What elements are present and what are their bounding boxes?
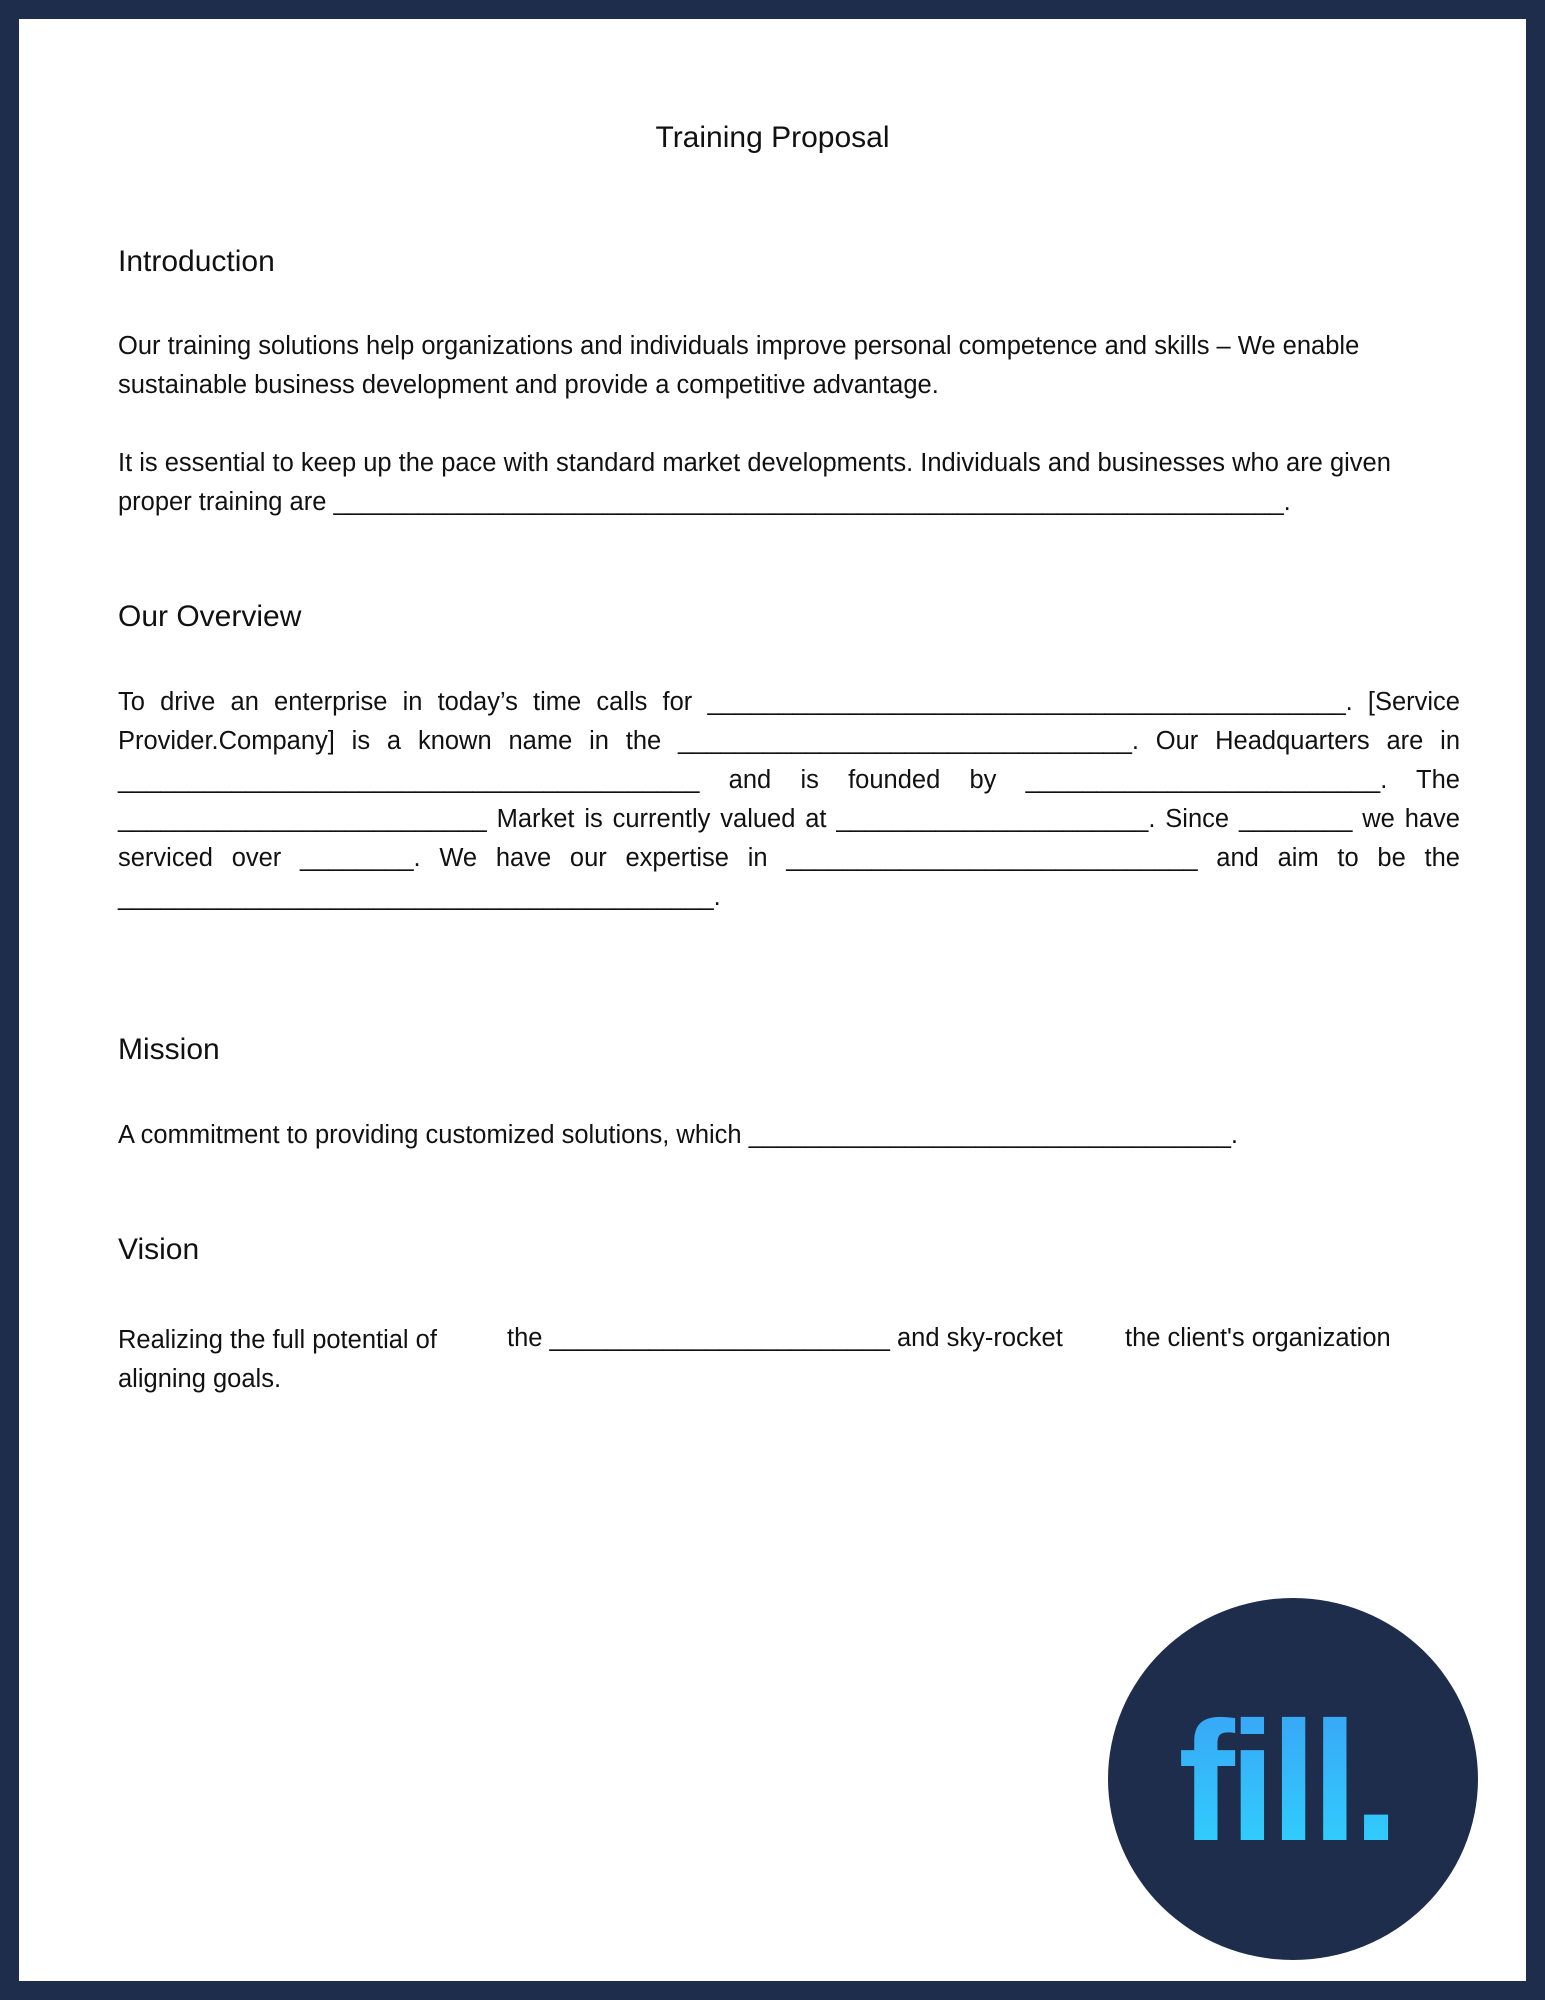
- fill-logo: [1108, 1598, 1478, 1960]
- logo-text: fill.: [1178, 1687, 1394, 1877]
- overview-paragraph: To drive an enterprise in today’s time calls for _____________________________________________. [Service Provider.Company] is a known name in the ________________________________. Our Headquarters are in _________________________________________ and is founded by _________________________. The __________________________ Market is currently valued at ______________________. Since ________ we have serviced over ________. We have our expertise in _____________________________ and aim to be the __________________________________________.: [118, 688, 1460, 911]
- mission-paragraph: A commitment to providing customized solutions, which __________________________________.: [118, 1121, 1238, 1149]
- vision-column-2: the ________________________ and sky-rocket: [507, 1324, 1063, 1352]
- document-title: Training Proposal: [655, 121, 890, 154]
- introduction-paragraph-2: It is essential to keep up the pace with standard market developments. Individuals and businesses who are given proper training are ___________________________________________________________________.: [118, 449, 1391, 516]
- introduction-paragraph-1: Our training solutions help organizations and individuals improve personal competence and skills – We enable sustainable business development and provide a competitive advantage.: [118, 332, 1360, 399]
- vision-column-3: the client's organization: [1125, 1324, 1391, 1352]
- introduction-heading: Introduction: [118, 245, 275, 278]
- mission-heading: Mission: [118, 1033, 220, 1066]
- overview-heading: Our Overview: [118, 600, 302, 633]
- vision-heading: Vision: [118, 1233, 200, 1266]
- vision-column-1: Realizing the full potential of aligning goals.: [118, 1326, 437, 1393]
